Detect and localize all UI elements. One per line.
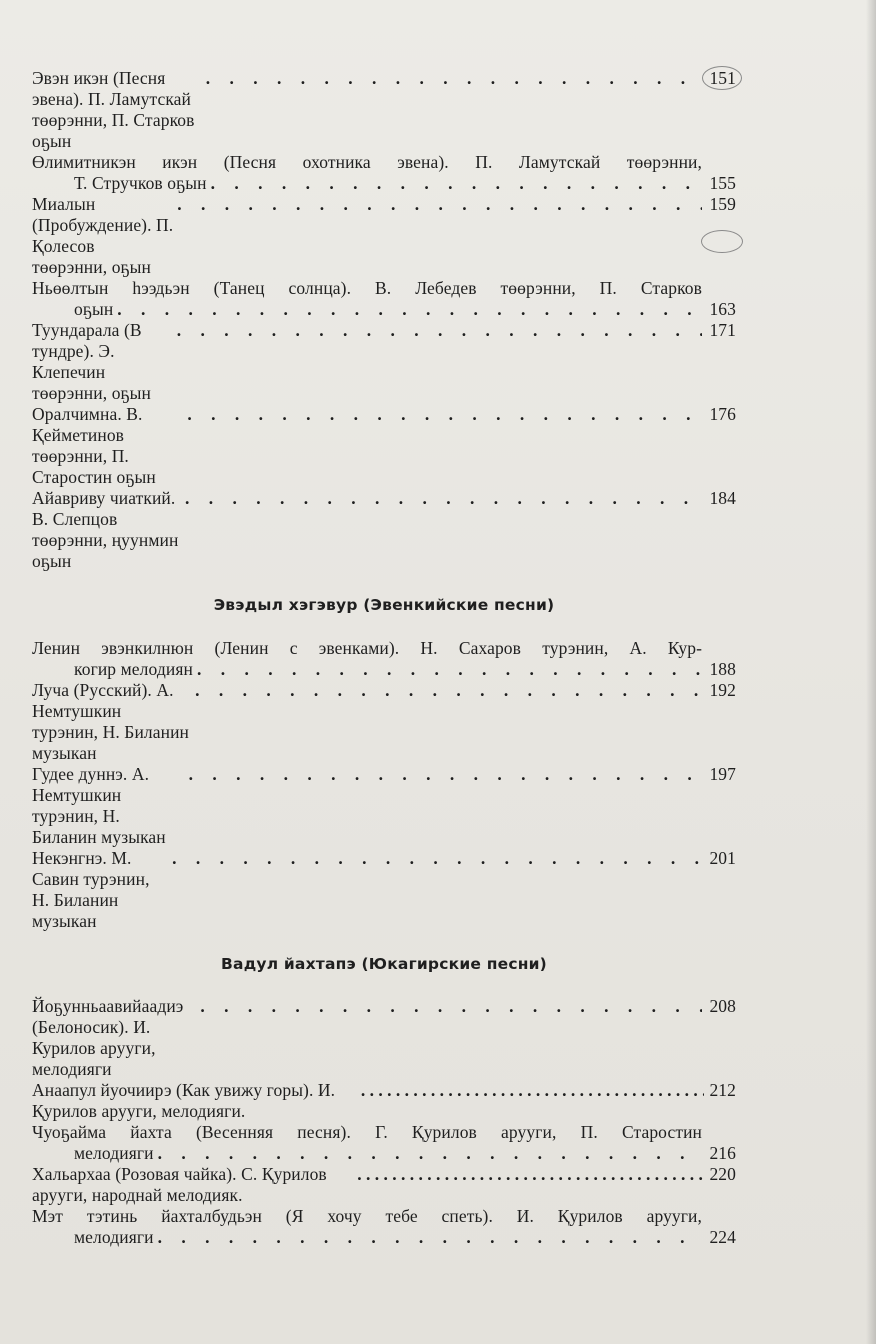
dot-leader [195, 680, 702, 701]
section-heading-yukagir: Вадул йахтапэ (Юкагирские песни) [221, 955, 547, 973]
page-number: 224 [709, 1227, 736, 1247]
entry-title: Анаапул йуочиирэ (Как увижу горы). И. Қурилов арууги, мелодияги. [32, 1080, 336, 1121]
entry-title: Ленин эвэнкилнюн (Ленин с эвенками). Н. Сахаров турэнин, А. Кур- [32, 638, 702, 658]
toc-entry [32, 152, 736, 194]
toc-entry [32, 996, 736, 1080]
entry-title: Миалын (Пробуждение). П. Қолесов төөрэнни, оҕын [32, 194, 174, 277]
table-of-contents [32, 68, 736, 1248]
section-evenki-songs [32, 638, 736, 932]
dot-leader [185, 488, 702, 509]
entry-title: Туундарала (В тундре). Э. Клепечин төөрэнни, оҕын [32, 320, 151, 403]
entry-title: Чуоҕайма йахта (Весенняя песня). Г. Қурилов арууги, П. Старостин [32, 1122, 702, 1142]
toc-entry [32, 680, 736, 764]
page-number: 171 [709, 320, 736, 340]
page-number: 212 [709, 1080, 736, 1100]
entry-title: Эвэн икэн (Песня эвена). П. Ламутскай төөрэнни, П. Старков оҕын [32, 68, 195, 151]
dot-leader [200, 996, 702, 1017]
page-number: 192 [709, 680, 736, 700]
dot-leader [187, 404, 702, 425]
toc-entry [32, 68, 736, 152]
toc-entry [32, 404, 736, 488]
dot-leader [189, 764, 702, 785]
page-number: 155 [709, 173, 736, 193]
toc-entry [32, 194, 736, 278]
dot-leader [177, 194, 702, 215]
dot-leader [158, 1143, 702, 1164]
dot-leader [117, 299, 702, 320]
entry-title: Оралчимна. В. Қейметинов төөрэнни, П. Старостин оҕын [32, 404, 156, 487]
toc-entry [32, 278, 736, 320]
page-number: 197 [709, 764, 736, 784]
toc-entry [32, 1122, 736, 1164]
page-number: 216 [709, 1143, 736, 1163]
toc-entry [32, 1164, 736, 1206]
section-heading-evenki: Эвэдыл хэгэвур (Эвенкийские песни) [213, 596, 555, 614]
dot-leader [361, 1080, 704, 1101]
page-number: 184 [709, 488, 736, 508]
page-number: 163 [709, 299, 736, 319]
page-number: 159 [709, 194, 736, 214]
dot-leader [172, 848, 702, 869]
toc-entry [32, 638, 736, 680]
entry-title: Луча (Русский). А. Немтушкин турэнин, Н. Биланин музыкан [32, 680, 190, 763]
dot-leader [158, 1227, 702, 1248]
toc-entry [32, 488, 736, 572]
toc-entry [32, 1080, 736, 1122]
page-number: 151 [709, 68, 736, 88]
entry-title: Хальархаа (Розовая чайка). С. Қурилов арууги, народнай мелодияк. [32, 1164, 327, 1205]
entry-title-continuation: мелодияги [74, 1143, 154, 1163]
entry-title-continuation: мелодияги [74, 1227, 154, 1247]
page-number: 188 [709, 659, 736, 679]
entry-title: Өлимитникэн икэн (Песня охотника эвена). П. Ламутскай төөрэнни, [32, 152, 702, 172]
entry-title: Гудее дуннэ. А. Немтушкин турэнин, Н. Биланин музыкан [32, 764, 166, 847]
page-edge-shadow [866, 0, 876, 1344]
page-number: 208 [709, 996, 736, 1016]
entry-title-continuation: когир мелодиян [74, 659, 193, 679]
dot-leader [206, 68, 702, 89]
page-number: 220 [709, 1164, 736, 1184]
toc-entry [32, 764, 736, 848]
toc-entry [32, 848, 736, 932]
page-number: 201 [709, 848, 736, 868]
dot-leader [357, 1164, 704, 1185]
entry-title-continuation: Т. Стручков оҕын [74, 173, 207, 193]
toc-entry [32, 1206, 736, 1248]
entry-title-continuation: оҕын [74, 299, 114, 319]
entry-title: Некэнгнэ. М. Савин турэнин, Н. Биланин музыкан [32, 848, 150, 931]
dot-leader [197, 659, 702, 680]
entry-title: Ньөөлтын һээдьэн (Танец солнца). В. Лебедев төөрэнни, П. Старков [32, 278, 702, 298]
entry-title: Айавриву чиаткий. В. Слепцов төөрэнни, ңуунмин оҕын [32, 488, 179, 571]
section-even-songs [32, 68, 736, 572]
entry-title: Мэт тэтинь йахталбудьэн (Я хочу тебе спеть). И. Қурилов арууги, [32, 1206, 702, 1226]
entry-title: Йоҕунньаавийаадиэ (Белоносик). И. Курилов арууги, мелодияги [32, 996, 184, 1079]
section-yukagir-songs [32, 996, 736, 1248]
page-number: 176 [709, 404, 736, 424]
dot-leader [177, 320, 702, 341]
toc-entry [32, 320, 736, 404]
dot-leader [211, 173, 702, 194]
